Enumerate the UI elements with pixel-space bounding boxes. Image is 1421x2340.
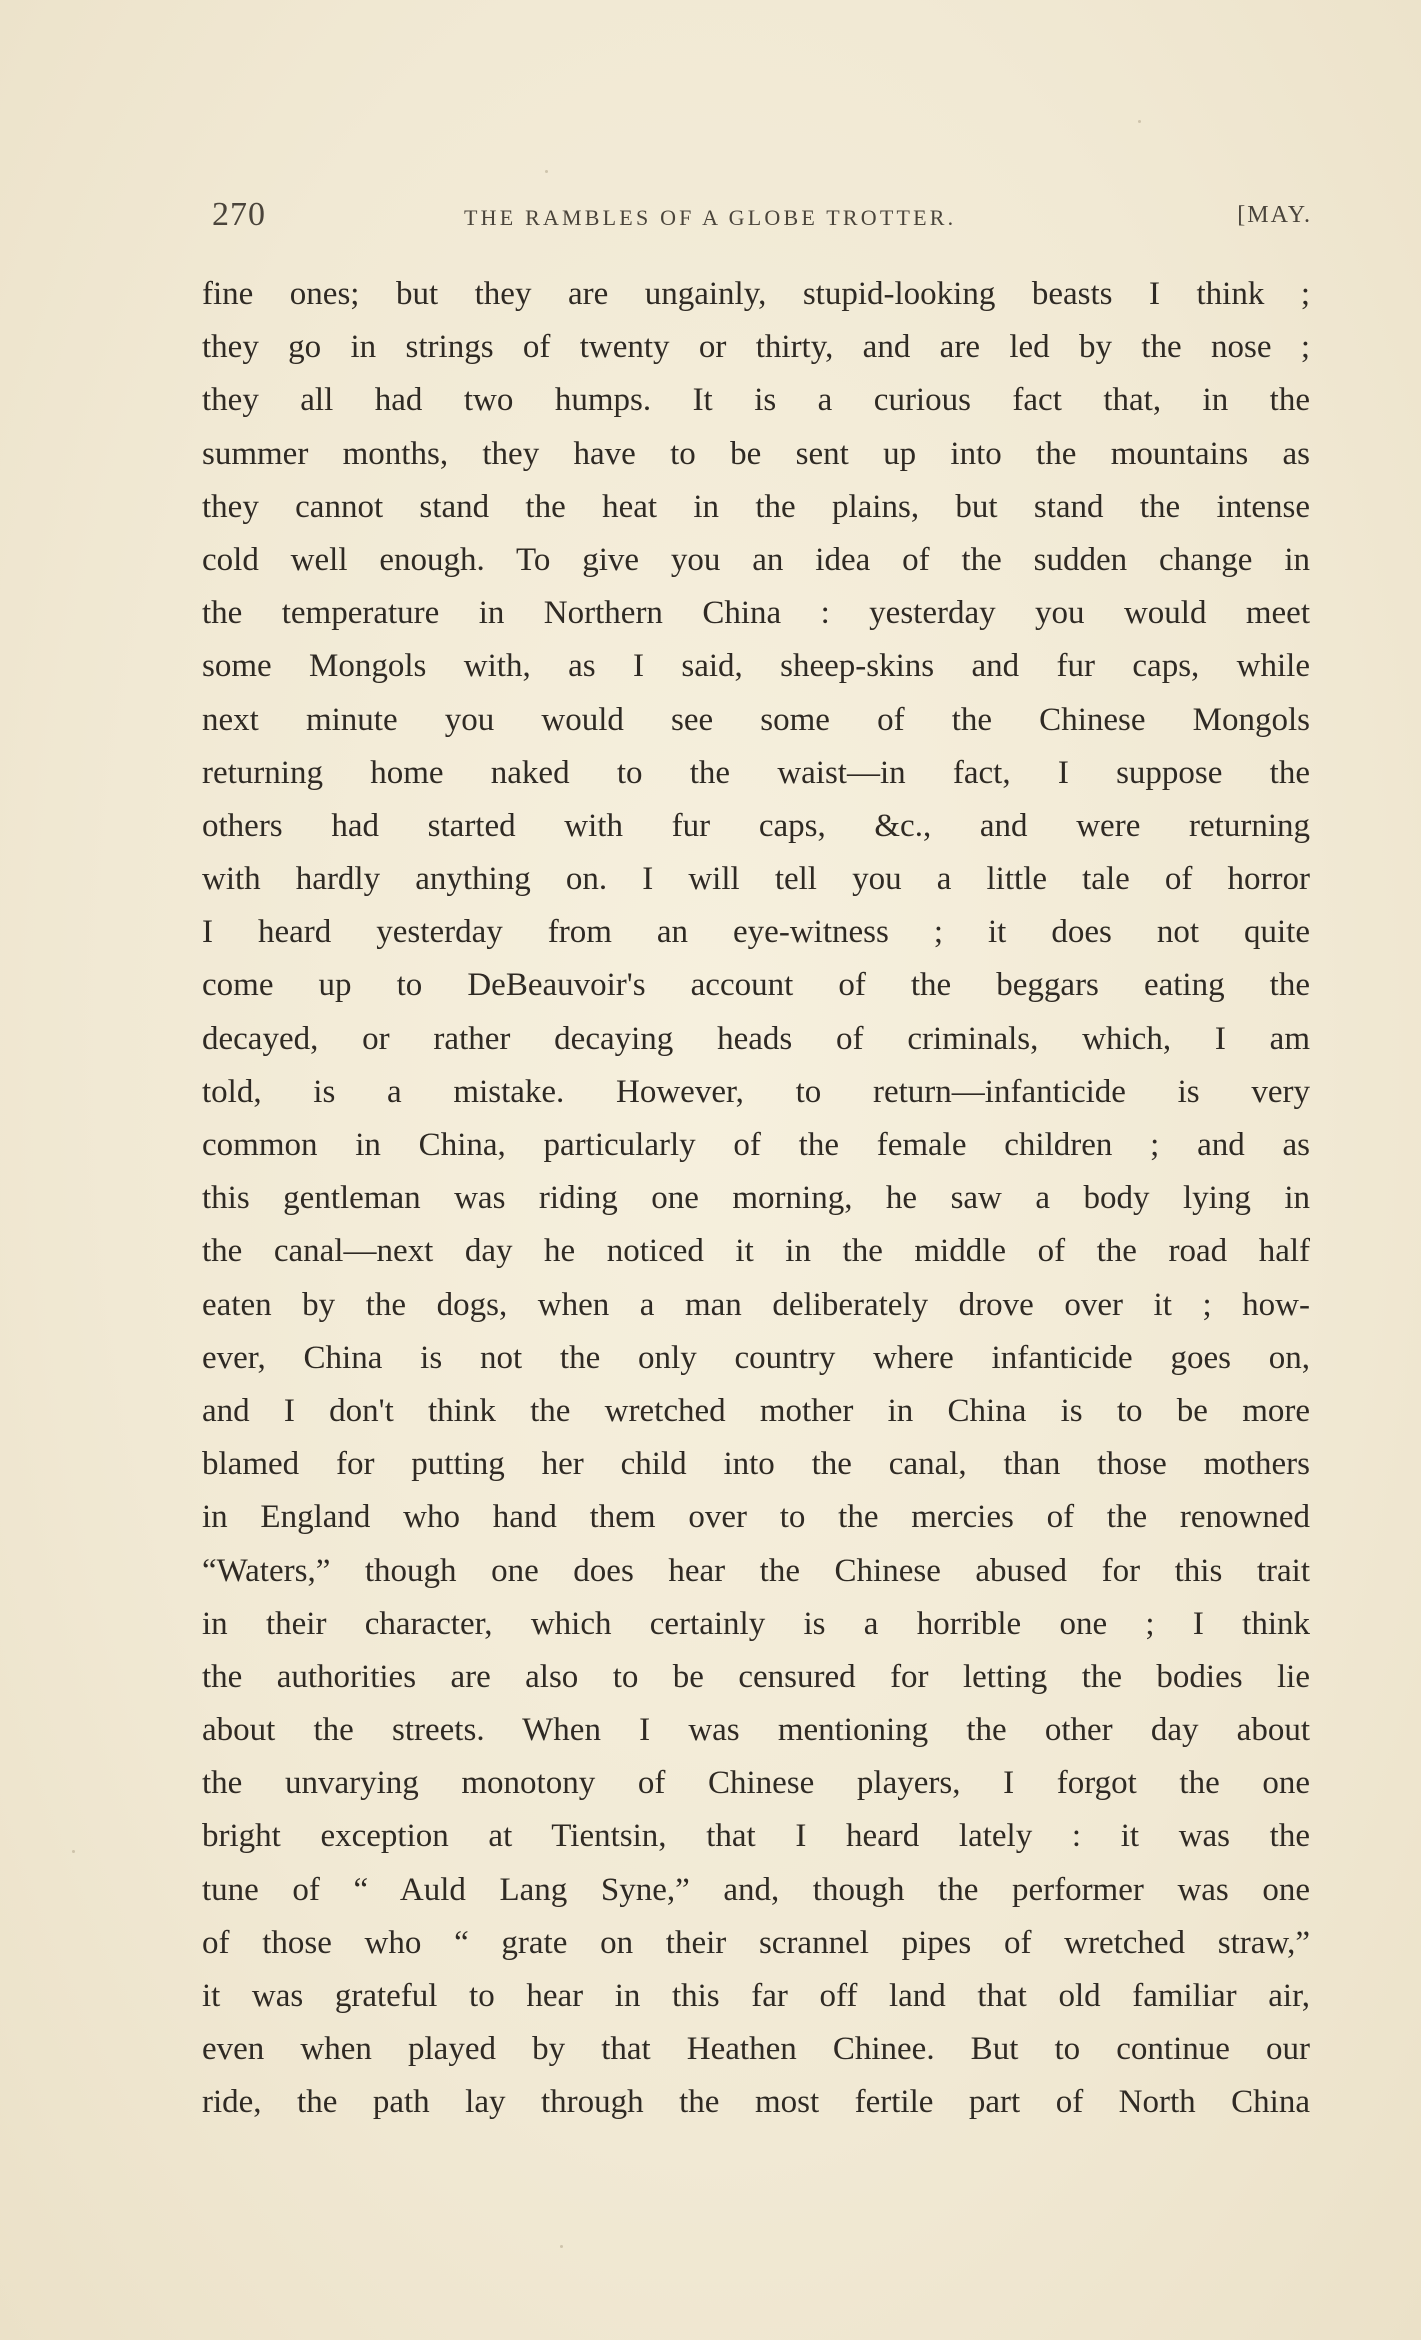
- text-line: bright exception at Tientsin, that I heard lately : it was the: [202, 1818, 1310, 1855]
- text-line: eaten by the dogs, when a man deliberately drove over it ; how-: [202, 1286, 1310, 1323]
- text-line: they all had two humps. It is a curious fact that, in the: [202, 382, 1310, 419]
- text-line: told, is a mistake. However, to return—infanticide is very: [202, 1073, 1310, 1110]
- paper-speck: [560, 2245, 563, 2248]
- text-line: I heard yesterday from an eye-witness ; it does not quite: [202, 914, 1310, 951]
- text-line: in their character, which certainly is a horrible one ; I think: [202, 1605, 1310, 1642]
- text-line: they go in strings of twenty or thirty, and are led by the nose ;: [202, 329, 1310, 366]
- text-line: about the streets. When I was mentioning the other day about: [202, 1712, 1310, 1749]
- text-line: it was grateful to hear in this far off land that old familiar air,: [202, 1978, 1310, 2014]
- page-header: [212, 196, 1312, 246]
- text-line: in England who hand them over to the mercies of the renowned: [202, 1499, 1310, 1536]
- text-line: “Waters,” though one does hear the Chinese abused for this trait: [202, 1552, 1310, 1589]
- text-line: others had started with fur caps, &c., and were returning: [202, 807, 1310, 844]
- text-line: the canal—next day he noticed it in the middle of the road half: [202, 1233, 1310, 1270]
- text-line: the authorities are also to be censured for letting the bodies lie: [202, 1658, 1310, 1695]
- text-line: returning home naked to the waist—in fact, I suppose the: [202, 754, 1310, 791]
- text-line: common in China, particularly of the female children ; and as: [202, 1127, 1310, 1163]
- text-line: the unvarying monotony of Chinese players, I forgot the one: [202, 1765, 1310, 1802]
- paper-speck: [1138, 120, 1141, 123]
- text-line: they cannot stand the heat in the plains, but stand the intense: [202, 488, 1310, 525]
- text-line: even when played by that Heathen Chinee. But to continue our: [202, 2031, 1310, 2068]
- text-line: some Mongols with, as I said, sheep-skins and fur caps, while: [202, 648, 1310, 685]
- text-line: the temperature in Northern China : yesterday you would meet: [202, 595, 1310, 632]
- paper-speck: [545, 170, 548, 173]
- running-title: THE RAMBLES OF A GLOBE TROTTER.: [464, 205, 957, 230]
- text-line: and I don't think the wretched mother in China is to be more: [202, 1392, 1310, 1429]
- text-line: cold well enough. To give you an idea of the sudden change in: [202, 541, 1310, 578]
- text-line: come up to DeBeauvoir's account of the beggars eating the: [202, 967, 1310, 1004]
- body-text: [202, 268, 1310, 2130]
- text-line: ride, the path lay through the most fertile part of North China: [202, 2084, 1310, 2121]
- text-line: next minute you would see some of the Chinese Mongols: [202, 701, 1310, 738]
- text-line: summer months, they have to be sent up into the mountains as: [202, 435, 1310, 472]
- text-line: with hardly anything on. I will tell you a little tale of horror: [202, 861, 1310, 898]
- paper-speck: [72, 1850, 75, 1853]
- text-line: decayed, or rather decaying heads of criminals, which, I am: [202, 1020, 1310, 1057]
- text-line: blamed for putting her child into the canal, than those mothers: [202, 1446, 1310, 1483]
- page-number: 270: [212, 196, 266, 233]
- text-line: this gentleman was riding one morning, he saw a body lying in: [202, 1180, 1310, 1217]
- running-month: [MAY.: [1237, 202, 1312, 228]
- text-line: tune of “ Auld Lang Syne,” and, though the performer was one: [202, 1871, 1310, 1908]
- text-line: of those who “ grate on their scrannel pipes of wretched straw,”: [202, 1924, 1310, 1961]
- text-line: fine ones; but they are ungainly, stupid-looking beasts I think ;: [202, 276, 1310, 312]
- text-line: ever, China is not the only country where infanticide goes on,: [202, 1339, 1310, 1376]
